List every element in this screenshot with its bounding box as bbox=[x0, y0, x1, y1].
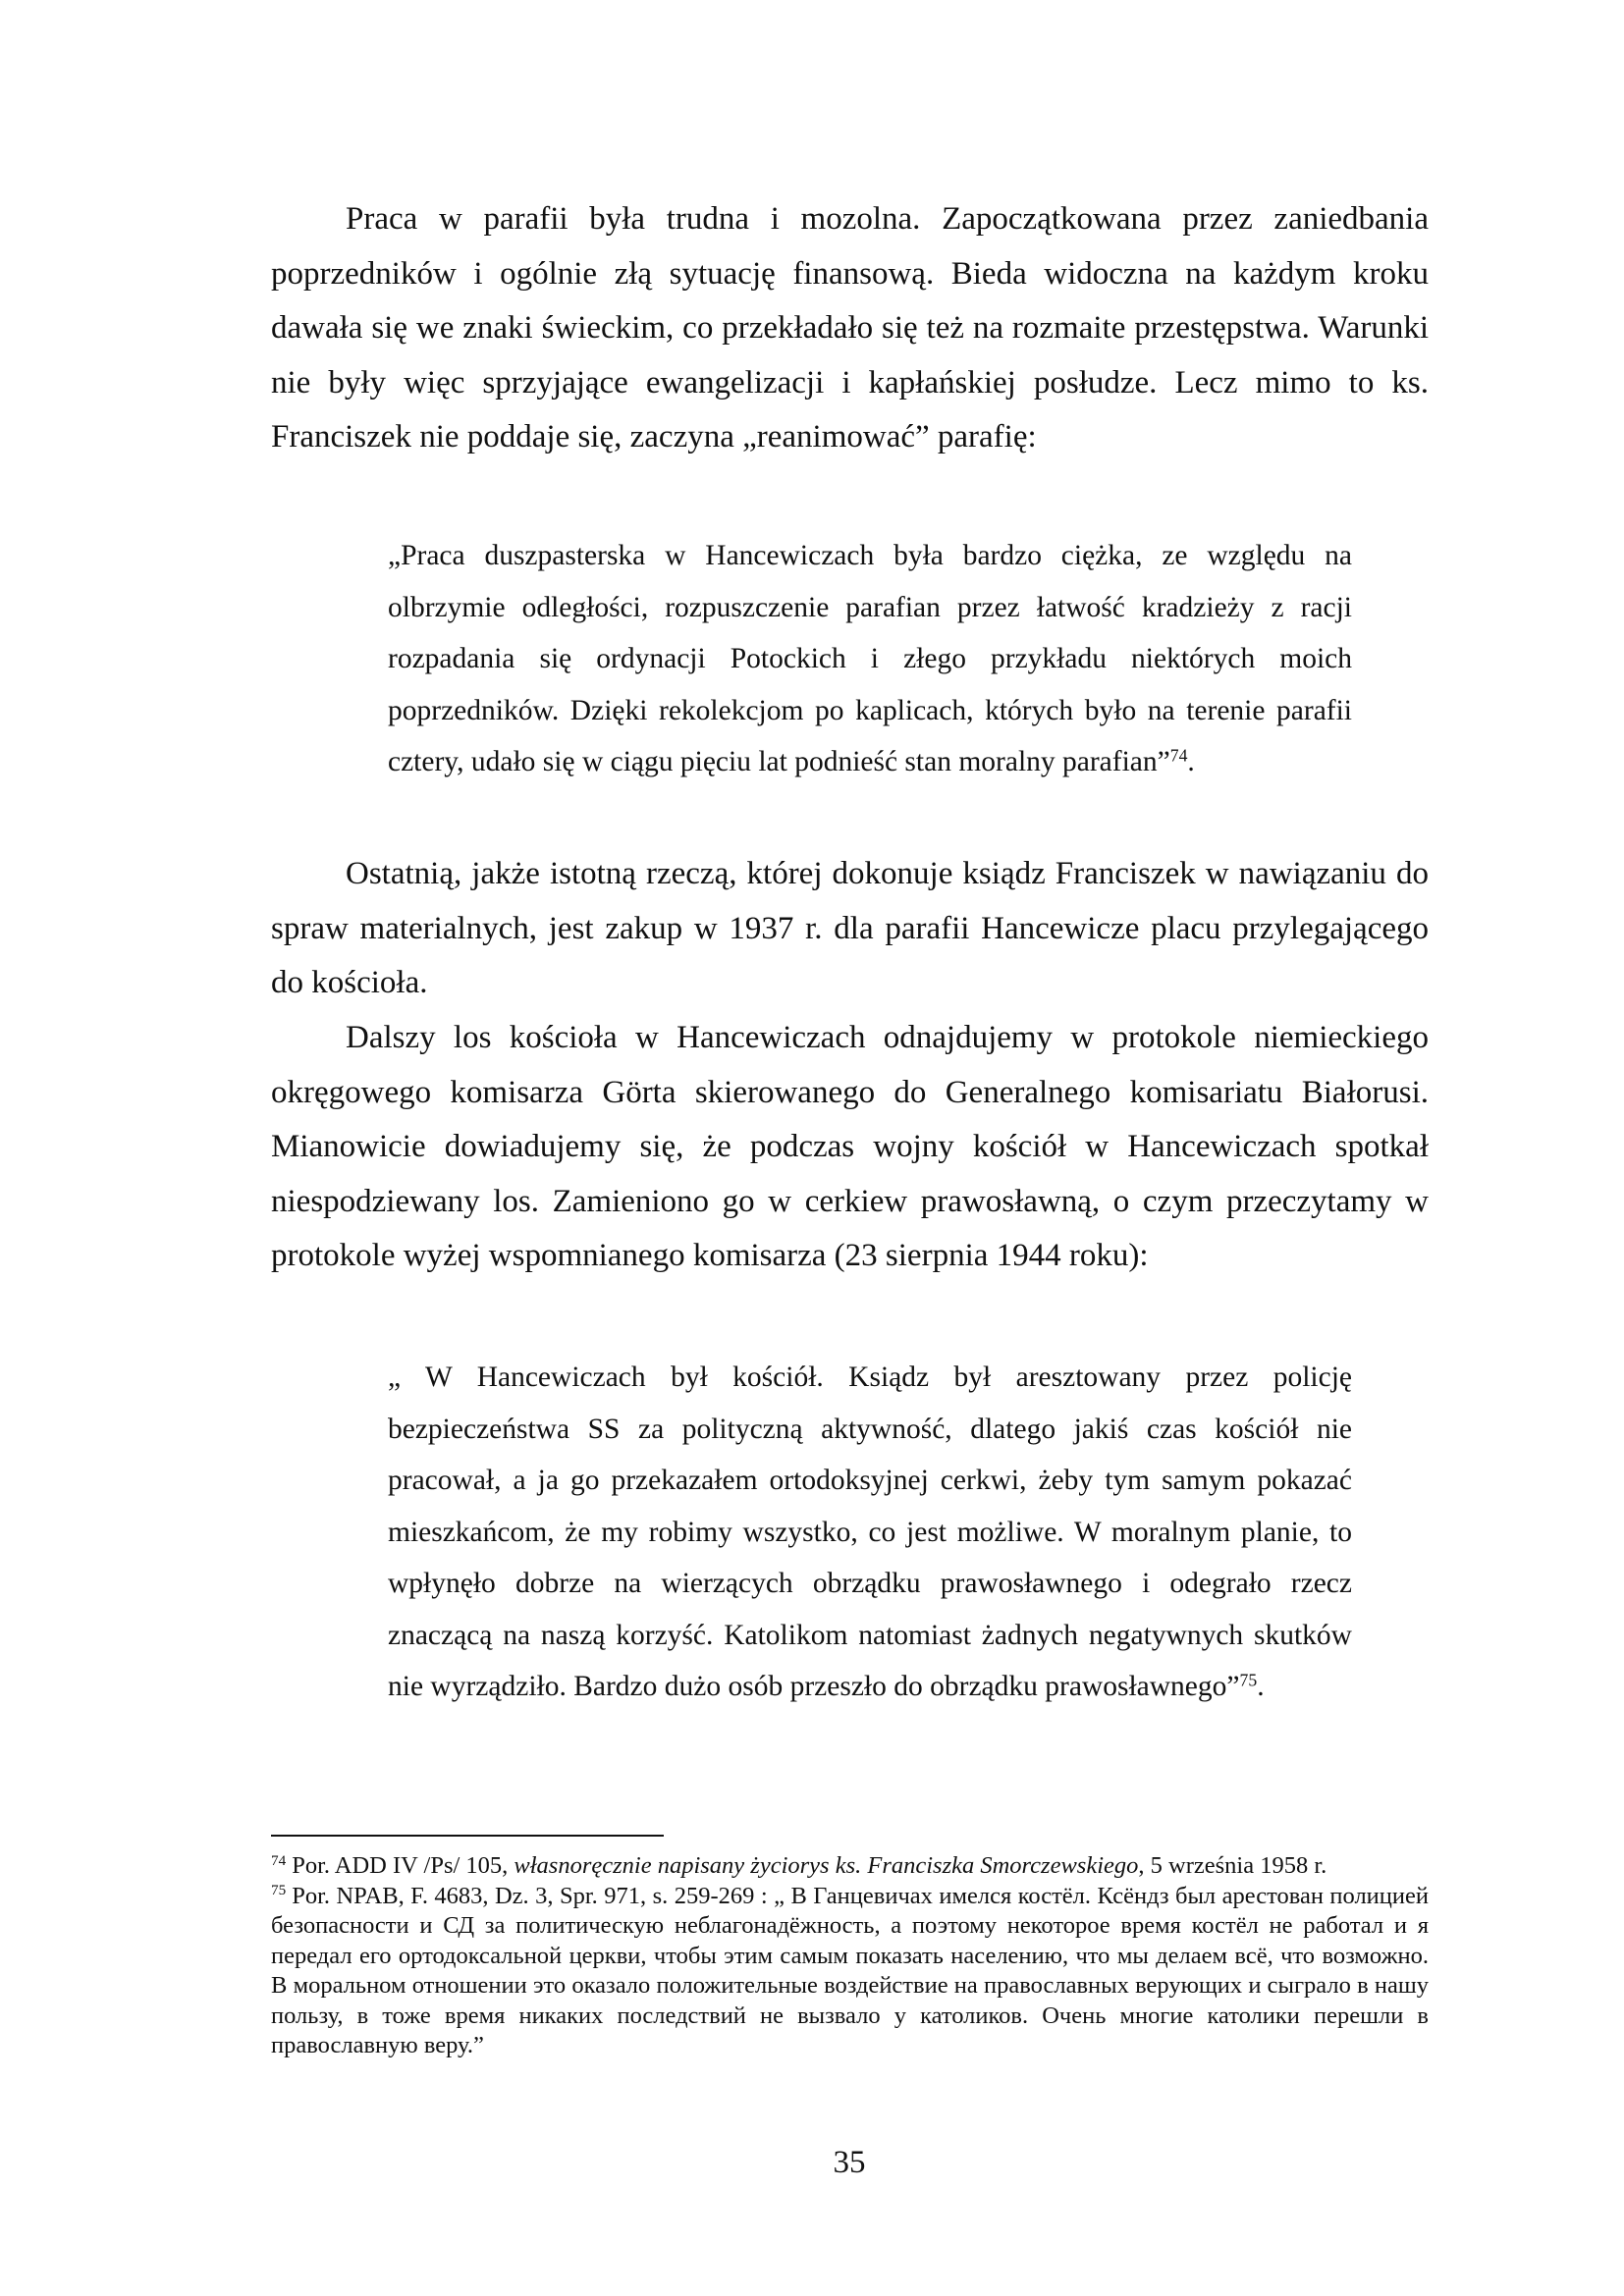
quote-trailing-punctuation: . bbox=[1257, 1671, 1265, 1702]
quote-trailing-punctuation: . bbox=[1187, 746, 1195, 777]
footnotes-section bbox=[271, 1851, 1429, 2061]
block-quote-1 bbox=[388, 530, 1352, 788]
footnote-italic-title: własnoręcznie napisany życiorys ks. Franciszka Smorczewskiego bbox=[514, 1852, 1139, 1879]
body-paragraph-3: Dalszy los kościoła w Hancewiczach odnajdujemy w protokole niemieckiego okręgowego komisarza Görta skierowanego do Generalnego komisariatu Białorusi. Mianowicie dowiadujemy się, że podczas wojny kościół w Hancewiczach spotkał niespodziewany los. Zamieniono go w cerkiew prawosławną, o czym przeczytamy w protokole wyżej wspomnianego komisarza (23 sierpnia 1944 roku): bbox=[271, 1020, 1429, 1273]
footnote-reference-75[interactable]: 75 bbox=[1239, 1670, 1258, 1690]
quote-text: „Praca duszpasterska w Hancewiczach była bardzo ciężka, ze względu na olbrzymie odległości, rozpuszczenie parafian przez łatwość kradzieży z racji rozpadania się ordynacji Potockich i złego przykładu niektórych moich poprzedników. Dzięki rekolekcjom po kaplicach, których było na terenie parafii cztery, udało się w ciągu pięciu lat podnieść stan moralny parafian” bbox=[388, 540, 1352, 777]
body-paragraph-1: Praca w parafii była trudna i mozolna. Zapoczątkowana przez zaniedbania poprzedników i ogólnie złą sytuację finansową. Bieda widoczna na każdym kroku dawała się we znaki świeckim, co przekładało się też na rozmaite przestępstwa. Warunki nie były więc sprzyjające ewangelizacji i kapłańskiej posłudze. Lecz mimo to ks. Franciszek nie poddaje się, zaczyna „reanimować” parafię: bbox=[271, 201, 1429, 454]
footnote-number: 75 bbox=[271, 1882, 287, 1899]
footnote-text: Por. ADD IV /Ps/ 105, bbox=[292, 1852, 514, 1879]
footnote-75 bbox=[271, 1882, 1429, 2061]
page-number: 35 bbox=[833, 2145, 866, 2180]
block-quote-2 bbox=[388, 1352, 1352, 1713]
footnote-number: 74 bbox=[271, 1851, 287, 1869]
footnote-74 bbox=[271, 1851, 1429, 1882]
footnote-text: Por. NPAB, F. 4683, Dz. 3, Spr. 971, s. 259-269 : „ В Ганцевичах имелся костёл. Ксёндз был арестован полицией безопасности и СД за политическую неблагонадёжность, а поэтому некоторое время костёл не работал и я передал его ортодоксальной церкви, чтобы этим самым показать населению, что мы делаем всё, что возможно. В моральном отношении это оказало положительные воздействие на православных верующих и сыграло в нашу пользу, в тоже время никаких последствий не вызвало у католиков. Очень многие католики перешли в православную веру.” bbox=[271, 1882, 1429, 2058]
footnote-reference-74[interactable]: 74 bbox=[1169, 745, 1188, 766]
quote-text: „ W Hancewiczach był kościół. Ksiądz był aresztowany przez policję bezpieczeństwa SS za polityczną aktywność, dlatego jakiś czas kościół nie pracował, a ja go przekazałem ortodoksyjnej cerkwi, żeby tym samym pokazać mieszkańcom, że my robimy wszystko, co jest możliwe. W moralnym planie, to wpłynęło dobrze na wierzących obrządku prawosławnego i odegrało rzecz znaczącą na naszą korzyść. Katolikom natomiast żadnych negatywnych skutków nie wyrządziło. Bardzo dużo osób przeszło do obrządku prawosławnego” bbox=[388, 1362, 1352, 1702]
footnote-separator bbox=[271, 1835, 664, 1837]
body-paragraph-2: Ostatnią, jakże istotną rzeczą, której dokonuje ksiądz Franciszek w nawiązaniu do spraw materialnych, jest zakup w 1937 r. dla parafii Hancewicze placu przylegającego do kościoła. bbox=[271, 856, 1429, 1000]
footnote-text-suffix: , 5 września 1958 r. bbox=[1138, 1852, 1327, 1879]
